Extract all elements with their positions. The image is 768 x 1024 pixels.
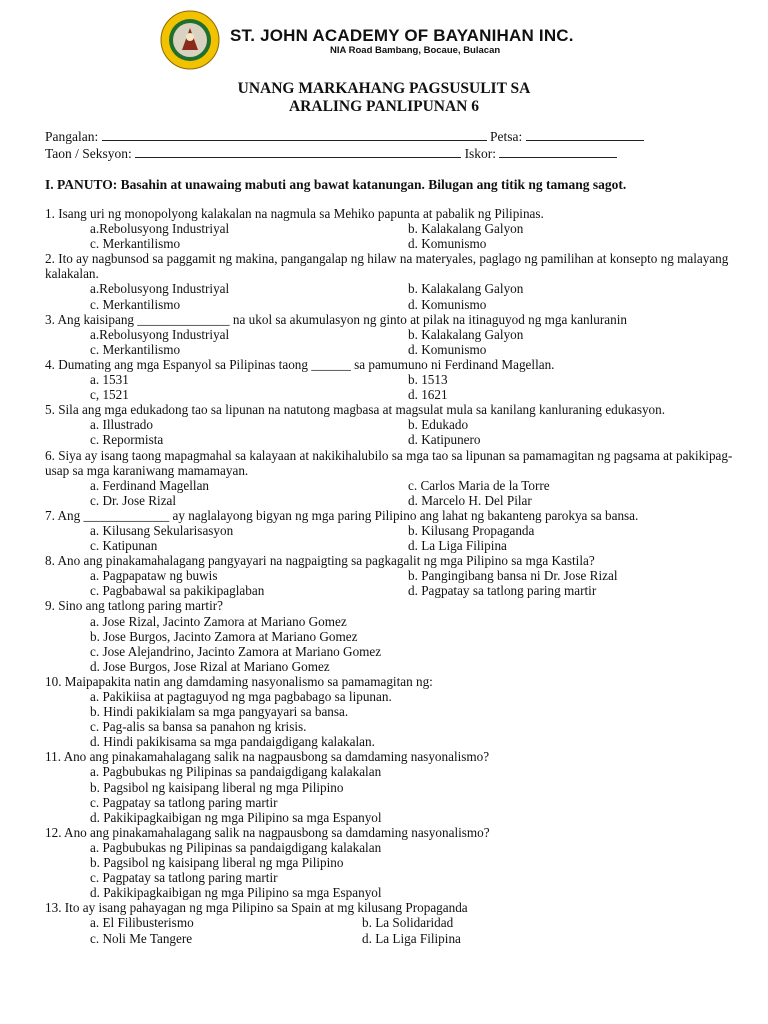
- choice-b[interactable]: b. Pangingibang bansa ni Dr. Jose Rizal: [408, 568, 618, 584]
- question-stem: 5. Sila ang mga edukadong tao sa lipunan na natutong magbasa at magsulat mula sa kanilang kanluraning edukasyon.: [45, 402, 666, 418]
- question-8: [45, 553, 735, 598]
- question-stem: 6. Siya ay isang taong mapagmahal sa kalayaan at nakikihalubilo sa mga tao sa lipunan sa pamamagitan ng pagsama at pakikipag-usap sa mga karaniwang mamamayan.: [45, 447, 733, 478]
- choice-c[interactable]: c. Jose Alejandrino, Jacinto Zamora at Mariano Gomez: [90, 643, 382, 659]
- question-10: [45, 674, 735, 749]
- choice-b[interactable]: b. Edukado: [408, 417, 469, 433]
- choice-a[interactable]: a. 1531: [90, 372, 129, 388]
- choice-c[interactable]: c. Pagbabawal sa pakikipaglaban: [90, 583, 265, 599]
- question-11: [45, 749, 735, 824]
- directions: I. PANUTO: Basahin at unawaing mabuti ang bawat katanungan. Bilugan ang titik ng tamang sagot.: [45, 177, 627, 192]
- question-stem: 7. Ang _____________ ay naglalayong bigyan ng mga paring Pilipino ang lahat ng bakanteng parokya sa bansa.: [45, 507, 639, 523]
- choice-a[interactable]: a. Pakikiisa at pagtaguyod ng mga pagbabago sa lipunan.: [90, 689, 392, 704]
- question-7: [45, 508, 735, 553]
- choice-c[interactable]: c. Merkantilismo: [90, 296, 181, 312]
- name-blank[interactable]: [102, 129, 487, 141]
- question-13: [45, 900, 735, 945]
- question-9: [45, 598, 735, 673]
- choice-b[interactable]: b. Pagsibol ng kaisipang liberal ng mga Pilipino: [90, 779, 344, 795]
- choice-d[interactable]: d. Jose Burgos, Jose Rizal at Mariano Gomez: [90, 658, 330, 674]
- score-blank[interactable]: [499, 146, 617, 158]
- question-12: [45, 825, 735, 900]
- choice-c[interactable]: c. Noli Me Tangere: [90, 930, 193, 946]
- choice-b[interactable]: b. La Solidaridad: [362, 915, 454, 931]
- question-stem: 12. Ano ang pinakamahalagang salik na nagpausbong sa damdaming nasyonalismo?: [45, 824, 490, 840]
- question-stem: 11. Ano ang pinakamahalagang salik na nagpausbong sa damdaming nasyonalismo?: [45, 749, 490, 765]
- choice-a[interactable]: a. Illustrado: [90, 417, 153, 433]
- choice-d[interactable]: d. Komunismo: [408, 296, 487, 312]
- choice-c[interactable]: c, 1521: [90, 387, 129, 403]
- choice-b[interactable]: b. Kalakalang Galyon: [408, 221, 524, 237]
- section-label: Taon / Seksyon:: [45, 146, 132, 161]
- choice-a[interactable]: a. Pagpapataw ng buwis: [90, 568, 218, 584]
- choice-a[interactable]: a. Ferdinand Magellan: [90, 477, 210, 493]
- choice-b[interactable]: c. Carlos Maria de la Torre: [408, 477, 550, 493]
- question-stem: 8. Ano ang pinakamahalagang pangyayari na nagpaigting sa pagkagalit ng mga Pilipino sa mga Kastila?: [45, 553, 595, 569]
- choice-a[interactable]: a.Rebolusyong Industriyal: [90, 326, 230, 342]
- choice-d[interactable]: d. Katipunero: [408, 432, 481, 448]
- choice-c[interactable]: c. Repormista: [90, 432, 164, 448]
- question-stem: 4. Dumating ang mga Espanyol sa Pilipinas taong ______ sa pamumuno ni Ferdinand Magellan.: [45, 356, 555, 372]
- choice-d[interactable]: d. Pakikipagkaibigan ng mga Pilipino sa mga Espanyol: [90, 809, 382, 825]
- score-label: Iskor:: [464, 146, 497, 161]
- choice-d[interactable]: d. Hindi pakikisama sa mga pandaigdigang kalakalan.: [90, 734, 375, 750]
- question-stem: 1. Isang uri ng monopolyong kalakalan na nagmula sa Mehiko papunta at pabalik ng Pilipinas.: [45, 206, 544, 221]
- question-stem: 9. Sino ang tatlong paring martir?: [45, 598, 223, 614]
- date-blank[interactable]: [526, 129, 644, 141]
- choice-c[interactable]: c. Pag-alis sa bansa sa panahon ng krisis.: [90, 719, 307, 735]
- choice-c[interactable]: c. Merkantilismo: [90, 341, 181, 357]
- choice-d[interactable]: d. La Liga Filipina: [408, 538, 507, 554]
- choice-a[interactable]: a.Rebolusyong Industriyal: [90, 281, 230, 297]
- exam-title-line2: ARALING PANLIPUNAN 6: [288, 98, 480, 115]
- choice-c[interactable]: c. Dr. Jose Rizal: [90, 492, 177, 508]
- choice-a[interactable]: a. Pagbubukas ng Pilipinas sa pandaigdigang kalakalan: [90, 839, 382, 855]
- choice-c[interactable]: c. Pagpatay sa tatlong paring martir: [90, 870, 278, 886]
- question-stem: 13. Ito ay isang pahayagan ng mga Pilipino sa Spain at mg kilusang Propaganda: [45, 900, 468, 916]
- name-label: Pangalan:: [45, 129, 99, 144]
- choice-b[interactable]: b. 1513: [408, 372, 448, 388]
- choice-b[interactable]: b. Kalakalang Galyon: [408, 326, 524, 342]
- choice-a[interactable]: a. Pagbubukas ng Pilipinas sa pandaigdigang kalakalan: [90, 764, 382, 780]
- question-3: [45, 312, 735, 357]
- choice-b[interactable]: b. Kilusang Propaganda: [408, 522, 535, 538]
- choice-a[interactable]: a. Kilusang Sekularisasyon: [90, 522, 234, 538]
- choice-d[interactable]: d. Komunismo: [408, 341, 487, 357]
- choice-c[interactable]: c. Pagpatay sa tatlong paring martir: [90, 794, 278, 810]
- choice-d[interactable]: d. La Liga Filipina: [362, 930, 461, 946]
- exam-title-line1: UNANG MARKAHANG PAGSUSULIT SA: [237, 80, 531, 97]
- question-5: [45, 402, 735, 447]
- choice-b[interactable]: b. Hindi pakikialam sa mga pangyayari sa bansa.: [90, 704, 349, 720]
- choice-d[interactable]: d. Marcelo H. Del Pilar: [408, 492, 532, 508]
- date-label: Petsa:: [490, 129, 523, 144]
- choice-a[interactable]: a. El Filibusterismo: [90, 915, 194, 931]
- question-2: [45, 251, 735, 311]
- question-stem: 3. Ang kaisipang ______________ na ukol sa akumulasyon ng ginto at pilak na itinaguyod ng mga kanluranin: [45, 311, 628, 327]
- question-list: [45, 206, 735, 946]
- name-date-row: [45, 129, 644, 145]
- choice-c[interactable]: c. Merkantilismo: [90, 236, 181, 252]
- choice-d[interactable]: d. Komunismo: [408, 236, 487, 252]
- school-address: NIA Road Bambang, Bocaue, Bulacan: [330, 45, 501, 56]
- choice-a[interactable]: a.Rebolusyong Industriyal: [90, 221, 230, 237]
- question-stem: 2. Ito ay nagbunsod sa paggamit ng makina, pangangalap ng hilaw na materyales, paglago ng pamilihan at konsepto ng malayang kalakalan.: [45, 251, 729, 282]
- choice-d[interactable]: d. Pagpatay sa tatlong paring martir: [408, 583, 597, 599]
- question-1: [45, 206, 735, 251]
- choice-d[interactable]: d. 1621: [408, 387, 448, 403]
- question-4: [45, 357, 735, 402]
- question-stem: 10. Maipapakita natin ang damdaming nasyonalismo sa pamamagitan ng:: [45, 673, 433, 689]
- question-6: [45, 448, 735, 508]
- school-logo: [160, 10, 220, 70]
- section-blank[interactable]: [135, 146, 461, 158]
- choice-d[interactable]: d. Pakikipagkaibigan ng mga Pilipino sa mga Espanyol: [90, 885, 382, 901]
- choice-b[interactable]: b. Kalakalang Galyon: [408, 281, 524, 297]
- school-name: ST. JOHN ACADEMY OF BAYANIHAN INC.: [230, 26, 574, 45]
- choice-b[interactable]: b. Jose Burgos, Jacinto Zamora at Mariano Gomez: [90, 628, 358, 644]
- choice-c[interactable]: c. Katipunan: [90, 538, 158, 554]
- section-score-row: [45, 146, 617, 162]
- choice-a[interactable]: a. Jose Rizal, Jacinto Zamora at Mariano Gomez: [90, 613, 347, 629]
- choice-b[interactable]: b. Pagsibol ng kaisipang liberal ng mga Pilipino: [90, 855, 344, 871]
